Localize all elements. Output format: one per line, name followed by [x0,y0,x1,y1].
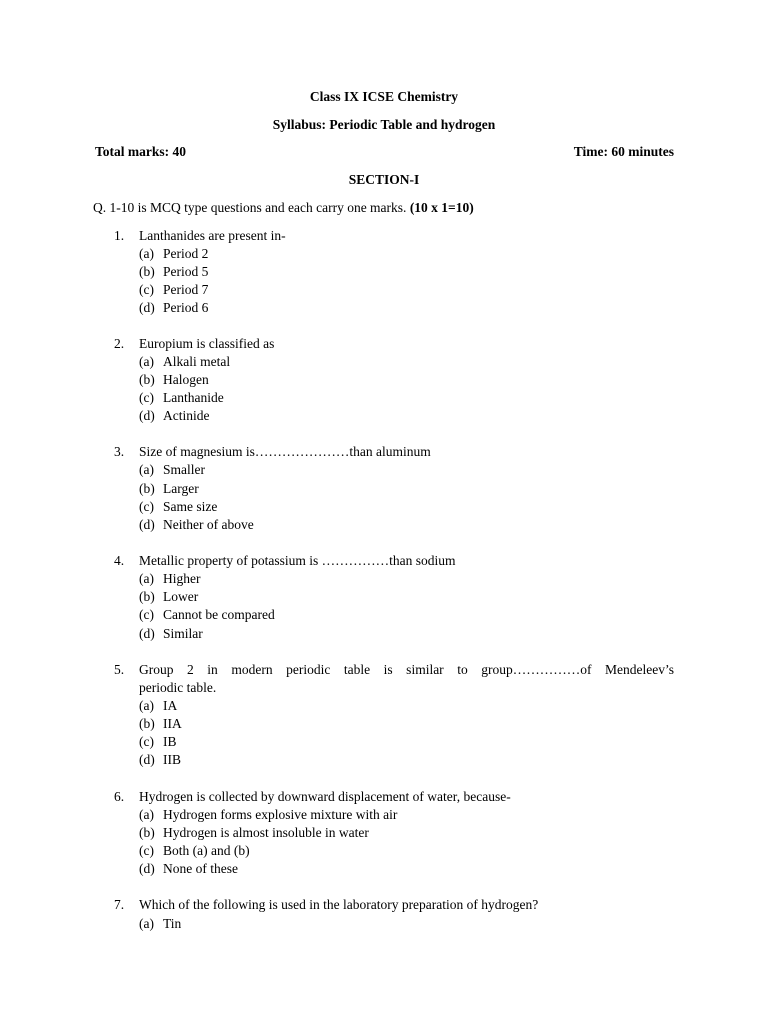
option-a: (a) Tin [139,916,182,931]
option-a: (a) IA [139,698,178,713]
option-b: (b) Halogen [139,372,209,387]
option-d: (d) IIB [139,752,181,767]
option-d: (d) Actinide [139,408,210,423]
question-number: 6. [114,789,125,804]
option-c: (c) Cannot be compared [139,607,275,622]
option-c: (c) Same size [139,499,218,514]
question-text: Metallic property of potassium is ……………than sodium [139,553,456,568]
option-b: (b) IIA [139,716,182,731]
option-b: (b) Larger [139,481,199,496]
option-b: (b) Lower [139,589,199,604]
question-text: Which of the following is used in the laboratory preparation of hydrogen? [139,897,539,912]
question-text: Size of magnesium is…………………than aluminum [139,444,431,459]
question-text: Europium is classified as [139,336,275,351]
option-c: (c) Both (a) and (b) [139,843,250,858]
option-a: (a) Smaller [139,462,205,477]
syllabus-line: Syllabus: Periodic Table and hydrogen [272,117,496,132]
question-text-line-2: periodic table. [139,680,217,695]
question-text-line-1: Group 2 in modern periodic table is similar to group……………of Mendeleev’s [139,662,674,677]
instruction-line [93,200,474,216]
option-a: (a) Higher [139,571,201,586]
question-number: 3. [114,444,125,459]
question-number: 2. [114,336,125,351]
time-limit: Time: 60 minutes [573,144,674,159]
option-d: (d) Similar [139,626,203,641]
question-text: Lanthanides are present in- [139,228,286,243]
option-b: (b) Period 5 [139,264,209,279]
option-c: (c) Lanthanide [139,390,224,405]
section-heading: SECTION-I [348,172,420,187]
question-number: 1. [114,228,125,243]
total-marks: Total marks: 40 [95,144,187,159]
option-d: (d) Period 6 [139,300,209,315]
option-d: (d) None of these [139,861,238,876]
option-a: (a) Alkali metal [139,354,231,369]
option-a: (a) Period 2 [139,246,209,261]
question-number: 7. [114,897,125,912]
option-a: (a) Hydrogen forms explosive mixture with air [139,807,398,822]
question-text: Hydrogen is collected by downward displacement of water, because- [139,789,511,804]
question-number: 4. [114,553,125,568]
document-title: Class IX ICSE Chemistry [309,89,459,104]
instruction-marks: (10 x 1=10) [409,200,474,215]
option-b: (b) Hydrogen is almost insoluble in water [139,825,369,840]
question-number: 5. [114,662,125,677]
instruction-text: Q. 1-10 is MCQ type questions and each carry one marks. [93,200,407,215]
option-c: (c) IB [139,734,177,749]
option-c: (c) Period 7 [139,282,209,297]
option-d: (d) Neither of above [139,517,254,532]
